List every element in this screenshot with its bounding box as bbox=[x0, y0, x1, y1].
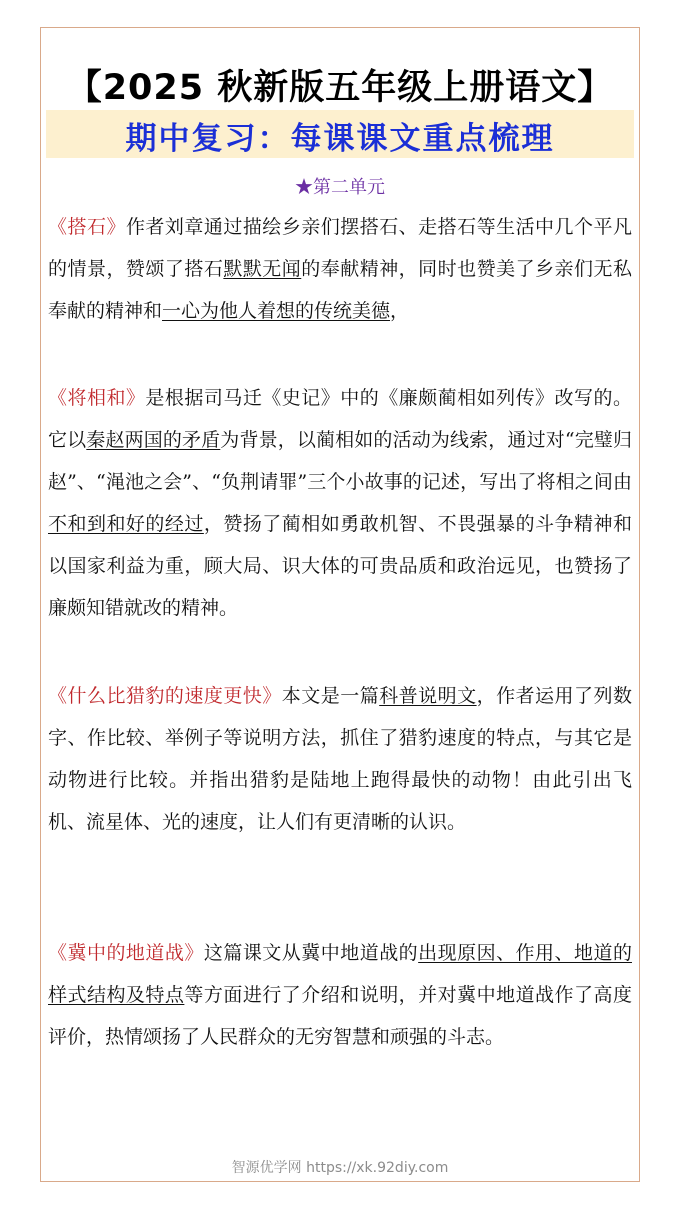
text-segment: 的奉献精神，同时也赞美了乡亲们无私奉献的精神和 bbox=[48, 258, 632, 322]
key-phrase: 不和到和好的经过 bbox=[48, 513, 204, 535]
text-segment: ，赞扬了蔺相如勇敢机智、不畏强暴的斗争精神和以国家利益为重，顾大局、识大体的可贵品质和政治远见，也赞扬了廉颇知错就改的精神。 bbox=[48, 513, 632, 619]
section-liebao bbox=[48, 675, 632, 843]
key-phrase: 默默无闻 bbox=[223, 258, 302, 280]
text-segment: ， bbox=[390, 300, 410, 322]
text-segment: 本文是一篇 bbox=[281, 685, 380, 707]
lesson-title: 《搭石》 bbox=[48, 216, 126, 238]
text-segment: 这篇课文从冀中地道战的 bbox=[203, 942, 419, 964]
lesson-title: 《冀中的地道战》 bbox=[48, 942, 204, 964]
section-jiangxianghe bbox=[48, 377, 632, 629]
page-subtitle: 期中复习：每课课文重点梳理 bbox=[125, 121, 555, 157]
key-phrase: 出现原因、作用、地道的样式结构及特点 bbox=[48, 942, 632, 1006]
text-segment: ，作者运用了列数字、作比较、举例子等说明方法，抓住了猎豹速度的特点，与其它是动物进行比较。并指出猎豹是陆地上跑得最快的动物！由此引出飞机、流星体、光的速度，让人们有更清晰的认识。 bbox=[48, 685, 632, 833]
key-phrase: 科普说明文 bbox=[379, 685, 477, 707]
text-segment: 为背景，以蔺相如的活动为线索，通过对“完璧归赵”、“渑池之会”、“负荆请罪”三个小故事的记述，写出了将相之间由 bbox=[48, 429, 632, 493]
page-title: 【2025 秋新版五年级上册语文】 bbox=[66, 68, 614, 108]
key-phrase: 一心为他人着想的传统美德 bbox=[162, 300, 391, 322]
unit-label: ★第二单元 bbox=[295, 177, 385, 198]
lesson-title: 《将相和》 bbox=[48, 387, 146, 409]
footer-watermark: 智源优学网 https://xk.92diy.com bbox=[231, 1160, 449, 1176]
text-segment: 是根据司马迁《史记》中的《廉颇蔺相如列传》改写的。它以 bbox=[48, 387, 632, 451]
key-phrase: 秦赵两国的矛盾 bbox=[86, 429, 221, 451]
lesson-title: 《什么比猎豹的速度更快》 bbox=[48, 685, 282, 707]
text-segment: 等方面进行了介绍和说明，并对冀中地道战作了高度评价，热情颂扬了人民群众的无穷智慧和顽强的斗志。 bbox=[48, 984, 632, 1048]
section-didaozhan bbox=[48, 932, 632, 1058]
text-segment: 作者刘章通过描绘乡亲们摆搭石、走搭石等生活中几个平凡的情景，赞颂了搭石 bbox=[48, 216, 632, 280]
section-dashi bbox=[48, 206, 632, 332]
